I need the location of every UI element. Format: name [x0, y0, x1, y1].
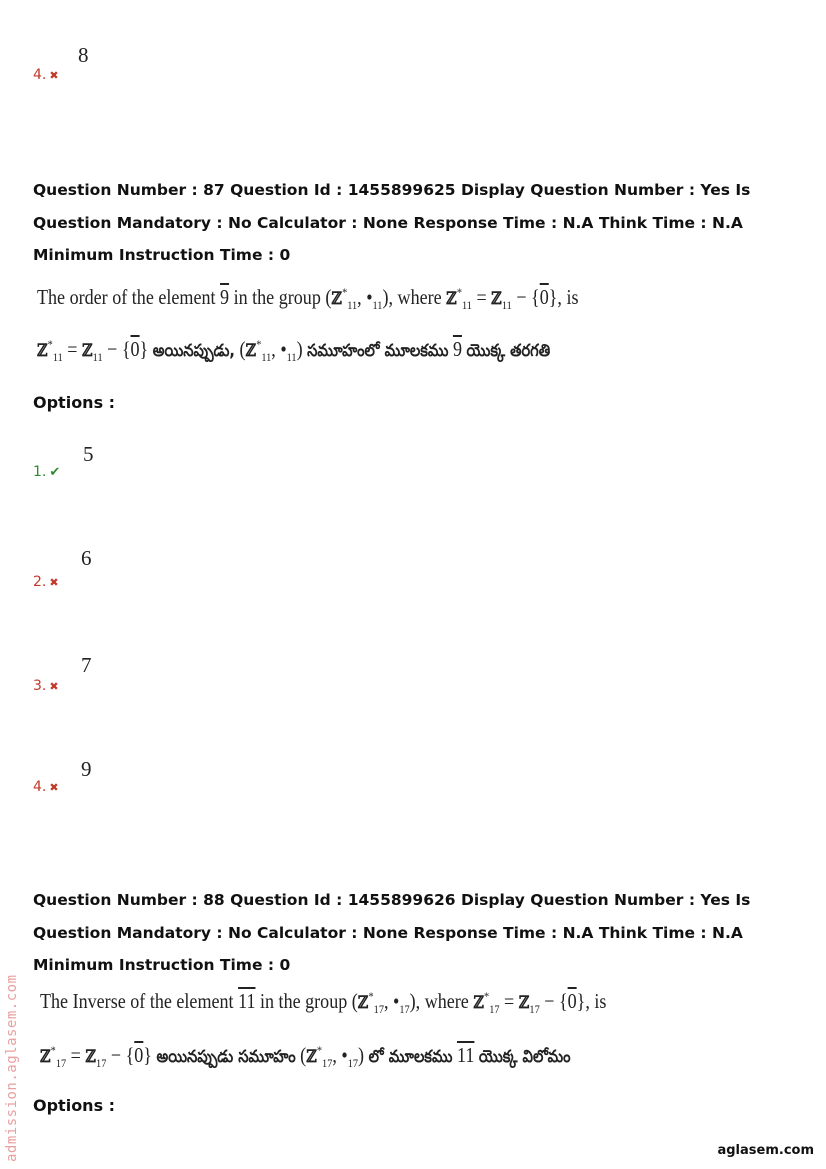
q87-options-label: Options :	[33, 393, 116, 412]
cross-icon: ✖	[49, 781, 59, 794]
q87-meta: Question Number : 87 Question Id : 1455899625 Display Question Number : Yes Is Question Mandatory : No Calculator : None Response Time : N.A Think Time : N.A Minimum Instruction Time : 0	[33, 181, 751, 264]
cross-icon: ✖	[49, 680, 59, 693]
check-icon: ✔	[49, 465, 61, 480]
top-option-label	[33, 67, 59, 83]
q88-meta: Question Number : 88 Question Id : 1455899626 Display Question Number : Yes Is Question Mandatory : No Calculator : None Response Time : N.A Think Time : N.A Minimum Instruction Time : 0	[33, 891, 751, 974]
q87-option-3-value: 7	[81, 653, 92, 677]
q88-telugu-text: ℤ*$_{17}$ = ℤ$_{17}$ − {0} అయినప్పుడు సమూహం (ℤ*$_{17}$, $•_{17}$) లో మూలకము 11 యొక్క విలోమం	[40, 1043, 571, 1071]
q87-option-1-label	[33, 464, 60, 480]
q88-english-text: The Inverse of the element 11 in the group (ℤ*$_{17}$, $•_{17}$), where ℤ*$_{17}$ = ℤ$_{17}$ − {0}, is	[40, 989, 607, 1017]
top-option-value: 8	[78, 43, 89, 67]
q87-english-text: The order of the element 9 in the group (ℤ*$_{11}$, $•_{11}$), where ℤ*$_{11}$ = ℤ$_{11}$ − {0}, is	[37, 285, 579, 313]
q87-option-4-number: 4.	[33, 779, 47, 795]
q87-option-2-value: 6	[81, 546, 92, 570]
cross-icon: ✖	[49, 69, 59, 82]
q87-option-4-value: 9	[81, 757, 92, 781]
q87-option-3-label	[33, 678, 59, 694]
cross-icon: ✖	[49, 576, 59, 589]
q88-element: 11	[238, 989, 256, 1013]
q87-option-1-number: 1.	[33, 464, 47, 480]
watermark: admission.aglasem.com	[4, 974, 20, 1162]
q87-option-4-label	[33, 779, 59, 795]
q87-option-2-label	[33, 574, 59, 590]
q87-option-2-number: 2.	[33, 574, 47, 590]
q88-options-label: Options :	[33, 1096, 116, 1115]
q87-option-1-value: 5	[83, 442, 94, 466]
top-option-number: 4.	[33, 67, 47, 83]
q87-element: 9	[220, 285, 230, 309]
footer-brand: aglasem.com	[717, 1143, 814, 1158]
q87-option-3-number: 3.	[33, 678, 47, 694]
q87-telugu-text: ℤ*$_{11}$ = ℤ$_{11}$ − {0} అయినప్పుడు, (ℤ*$_{11}$, $•_{11}$) సమూహంలో మూలకము 9 యొక్క తరగతి	[37, 337, 551, 365]
